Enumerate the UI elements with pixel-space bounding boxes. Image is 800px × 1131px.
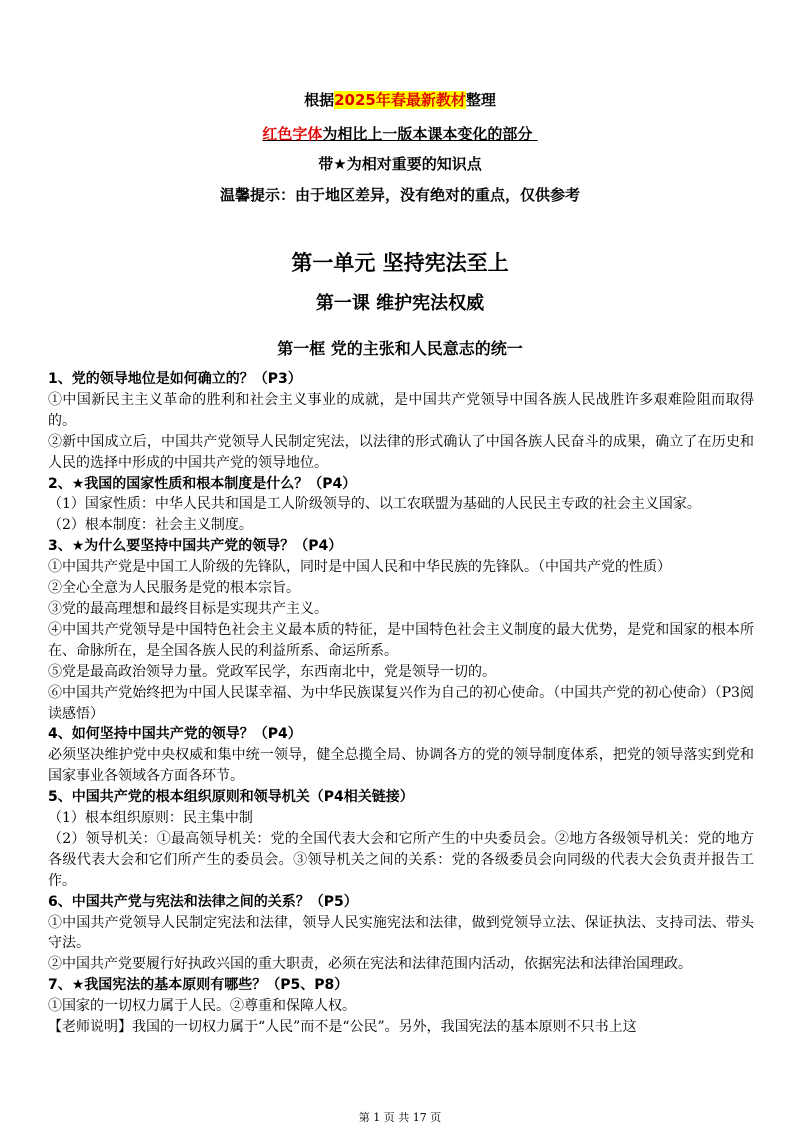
content-body <box>48 369 754 1038</box>
header-line-source <box>0 90 800 110</box>
header-suffix: 整理 <box>465 91 496 109</box>
answer-3-1: ①中国共产党是中国工人阶级的先锋队，同时是中国人民和中华民族的先锋队。（中国共产党的性质） <box>48 559 671 576</box>
question-2: 2、★我国的国家性质和根本制度是什么？（P4） <box>48 475 357 492</box>
answer-4-1: 必须坚决维护党中央权威和集中统一领导，健全总揽全局、协调各方的党的领导制度体系，把党的领导落实到党和国家事业各领域各方面各环节。 <box>48 747 754 785</box>
answer-6-2: ②中国共产党要履行好执政兴国的重大职责，必须在宪法和法律范围内活动，依据宪法和法律治国理政。 <box>48 956 692 973</box>
question-7: 7、★我国宪法的基本原则有哪些？（P5、P8） <box>48 977 349 994</box>
question-3: 3、★为什么要坚持中国共产党的领导？（P4） <box>48 538 343 555</box>
answer-2-2: （2）根本制度：社会主义制度。 <box>48 517 253 534</box>
header-legend-rest: 为相比上一版本课本变化的部分 <box>322 125 533 143</box>
header-red-text: 红色字体 <box>262 125 323 143</box>
header-prefix: 根据 <box>304 91 335 109</box>
frame-title: 第一框 党的主张和人民意志的统一 <box>277 339 523 358</box>
answer-1-1: ①中国新民主主义革命的胜利和社会主义事业的成就，是中国共产党领导中国各族人民战胜许多艰难险阻而取得的。 <box>48 391 754 429</box>
question-5: 5、中国共产党的根本组织原则和领导机关（P4相关链接） <box>48 789 414 806</box>
answer-3-5: ⑤党是最高政治领导力量。党政军民学，东西南北中，党是领导一切的。 <box>48 663 496 680</box>
answer-5-1: （1）根本组织原则：民主集中制 <box>48 810 253 827</box>
header-highlight: 2025年春最新教材 <box>334 91 466 109</box>
teacher-note: 【老师说明】我国的一切权力属于“人民”而不是“公民”。另外，我国宪法的基本原则不只书上这 <box>48 1019 637 1036</box>
answer-7-1: ①国家的一切权力属于人民。②尊重和保障人权。 <box>48 998 356 1015</box>
header-line-star: 带★为相对重要的知识点 <box>318 155 482 173</box>
question-1: 1、党的领导地位是如何确立的？（P3） <box>48 371 302 387</box>
header-line-tip: 温馨提示：由于地区差异，没有绝对的重点，仅供参考 <box>219 186 580 204</box>
answer-3-4: ④中国共产党领导是中国特色社会主义最本质的特征，是中国特色社会主义制度的最大优势，是党和国家的根本所在、命脉所在，是全国各族人民的利益所系、命运所系。 <box>48 621 754 659</box>
answer-5-2: （2）领导机关：①最高领导机关：党的全国代表大会和它所产生的中央委员会。②地方各级领导机关：党的地方各级代表大会和它们所产生的委员会。③领导机关之间的关系：党的各级委员会向同级的代表大会负责并报告工作。 <box>48 830 754 889</box>
answer-3-2: ②全心全意为人民服务是党的根本宗旨。 <box>48 580 300 597</box>
question-4: 4、如何坚持中国共产党的领导？（P4） <box>48 726 302 743</box>
unit-title: 第一单元 坚持宪法至上 <box>291 251 509 275</box>
answer-2-1: （1）国家性质：中华人民共和国是工人阶级领导的、以工农联盟为基础的人民民主专政的社会主义国家。 <box>48 496 701 513</box>
question-6: 6、中国共产党与宪法和法律之间的关系？（P5） <box>48 893 358 910</box>
header-line-legend <box>0 124 800 144</box>
answer-3-6: ⑥中国共产党始终把为中国人民谋幸福、为中华民族谋复兴作为自己的初心使命。（中国共产党的初心使命）（P3阅读感悟） <box>48 684 754 722</box>
lesson-title: 第一课 维护宪法权威 <box>315 293 485 314</box>
page-footer: 第 1 页 共 17 页 <box>358 1111 442 1124</box>
answer-6-1: ①中国共产党领导人民制定宪法和法律，领导人民实施宪法和法律，做到党领导立法、保证执法、支持司法、带头守法。 <box>48 914 754 952</box>
answer-1-2: ②新中国成立后，中国共产党领导人民制定宪法，以法律的形式确认了中国各族人民奋斗的成果，确立了在历史和人民的选择中形成的中国共产党的领导地位。 <box>48 433 754 471</box>
answer-3-3: ③党的最高理想和最终目标是实现共产主义。 <box>48 600 328 617</box>
